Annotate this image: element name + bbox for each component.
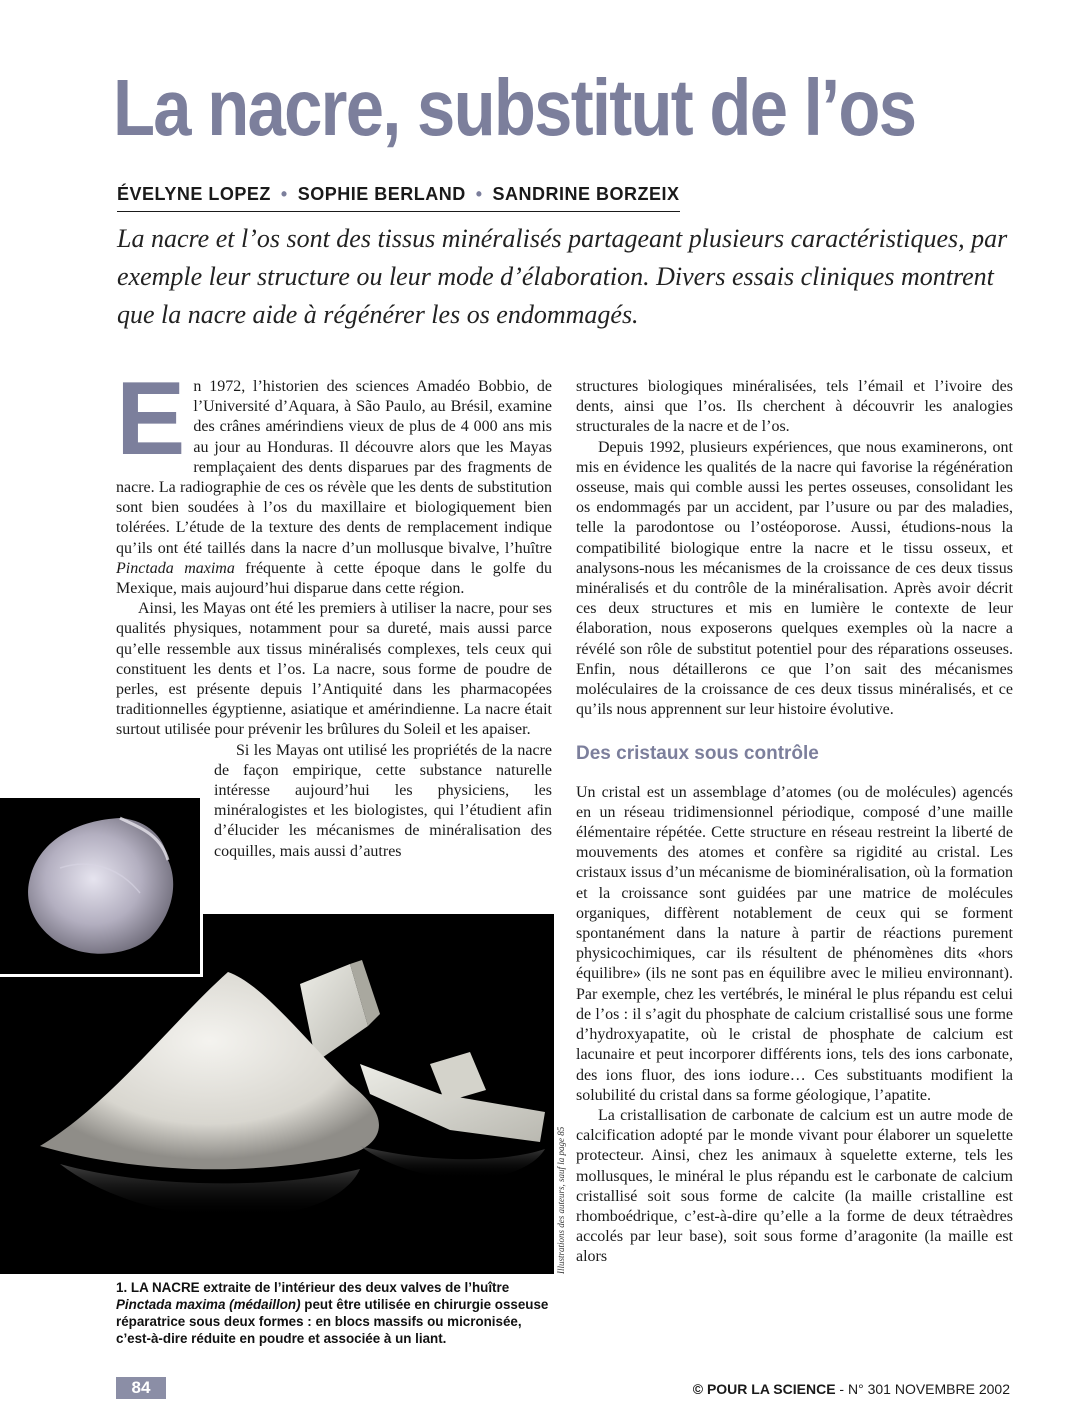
footer-issue: - N° 301 NOVEMBRE 2002 [835, 1381, 1010, 1397]
author-name: SOPHIE BERLAND [297, 184, 466, 204]
author-name: ÉVELYNE LOPEZ [117, 184, 271, 204]
footer-copyright: © POUR LA SCIENCE [692, 1381, 836, 1397]
shell-medallion [0, 798, 203, 977]
body-paragraph [116, 361, 553, 599]
author-separator: • [475, 184, 483, 204]
caption-label: 1. LA NACRE [116, 1280, 200, 1295]
body-paragraph: Ainsi, les Mayas ont été les premiers à utiliser la nacre, pour ses qualités physiques, notamment pour sa dureté, mais aussi parce qu’elle ressemble aux tissus minéralisés complexes, tels ceux qui constituent les dents et l’os. La nacre, sous forme de poudre de perles, est présente depuis l’Antiquité dans les pharmacopées traditionnelles égyptienne, asiatique et amérindienne. La nacre était surtout utilisée pour prévenir les brûlures du Soleil et les apaiser. [116, 600, 552, 739]
body-text: fréquente à cette époque dans le golfe du Mexique, mais aujourd’hui disparue dans cette région. [116, 559, 553, 598]
body-paragraph: Un cristal est un assemblage d’atomes (ou de molécules) agencés en un réseau tridimensionnel périodique, composé d’une maille élémentaire répétée. Cette structure en réseau restreint la liberté de mouvements des atomes et confère sa rigidité au cristal. Les cristaux issus d’un mécanisme de biominéralisation, où la formation et la croissance sont guidées par une matrice de molécules organiques, diffèrent notablement de ceux qui se forment spontanément dans la nature à partir de réactions purement physicochimiques, car ils résultent de phénomènes dits «hors équilibre» (ils ne sont pas en équilibre avec le milieu environnant). Par exemple, chez les vertébrés, le minéral le plus répandu est celui de l’os : il s’agit du phosphate de calcium cristallisé sous une forme d’hydroxyapatite, où le cristal de phosphate de calcium est lacunaire et peut incorporer différents ions, tels des ions carbonate, des ions fluor, des ions iodure… Ces substituants modifient la solubilité du cristal dans sa forme géologique, l’apatite. [576, 783, 1013, 1104]
article-title: La nacre, substitut de l’os [113, 63, 916, 152]
caption-italic: Pinctada maxima (médaillon) [116, 1297, 301, 1312]
lead-paragraph: La nacre et l’os sont des tissus minéralisés partageant plusieurs caractéristiques, par exemple leur structure ou leur mode d’élaboration. Divers essais cliniques montrent que la nacre aide à régénérer les os endommagés. [117, 224, 1008, 329]
caption-text: peut être utilisée en chirurgie osseuse réparatrice sous deux formes : en blocs massifs ou micronisée, c’est-à-dire réduite en poudre et associée à un liant. [116, 1297, 549, 1346]
figure-caption [116, 1279, 556, 1347]
author-name: SANDRINE BORZEIX [492, 184, 680, 204]
body-text: n 1972, l’historien des sciences Amadéo Bobbio, de l’Université d’Aquara, à São Paulo, au Brésil, examine des crânes amérindiens vieux de plus de 4 000 ans mis au jour au Honduras. Il découvre alors que les Mayas remplaçaient des dents disparues par des fragments de nacre. La radiographie de ces os révèle que les dents de substitution sont bien soudées à l’os du maxillaire et biologiquement bien tolérées. L’étude de la texture des dents de remplacement indique qu’ils ont été taillés dans la nacre d’un mollusque bivalve, l’huître [116, 378, 552, 557]
body-paragraph: Depuis 1992, plusieurs expériences, que nous examinerons, ont mis en évidence les qualités de la nacre qui favorise la régénération osseuse, mais qui comble aussi les pertes osseuses, consolidant les os endommagés par un accident, par l’usure ou par des maladies, telle la parodontose ou l’ostéoporose. Aussi, étudions-nous la compatibilité biologique entre la nacre et le tissu osseux, et analysons-nous les mécanismes de la croissance de ces deux tissus minéralisés et du contrôle de la minéralisation. Après avoir décrit ces deux structures et mis en lumière le contexte de leur élaboration, nous exposerons quelques exemples où la nacre a révélé son rôle de substitut potentiel pour des réparations osseuses. Enfin, nous détaillerons ce que l’on sait des mécanismes moléculaires de la croissance de ces deux tissus minéralisés, et ce qu’ils nous apprennent sur leur histoire évolutive. [576, 438, 1013, 719]
species-name: Pinctada maxima [116, 559, 235, 577]
footer-publication [693, 1381, 1010, 1397]
oyster-shell-image [0, 798, 200, 974]
body-paragraph: La cristallisation de carbonate de calcium est un autre mode de calcification adopté par le monde vivant pour élaborer un squelette protecteur. Ainsi, chez les animaux à squelette externe, tels les mollusques, le minéral le plus répandu est le carbonate de calcium cristallisé soit sous forme de calcite (la maille cristalline est rhomboédrique, c’est-à-dire qu’elle a la forme de deux tétraèdres accolés par leur base), soit sous forme d’aragonite (la maille est alors [576, 1106, 1013, 1266]
author-list [117, 184, 680, 212]
drop-cap: E [116, 361, 186, 477]
body-paragraph: Si les Mayas ont utilisé les propriétés de la nacre de façon empirique, cette substance naturelle intéresse aujourd’hui les physiciens, les minéralogistes et les biologistes, qui l’étudient afin d’élucider les mécanismes de minéralisation des coquilles, mais aussi d’autres [214, 741, 552, 860]
caption-text: extraite de l’intérieur des deux valves de l’huître [199, 1280, 510, 1295]
page-number: 84 [116, 1377, 166, 1399]
body-column-left [116, 361, 553, 862]
body-column-right [576, 377, 1013, 1268]
section-heading: Des cristaux sous contrôle [576, 743, 819, 765]
illustration-credit: Illustrations des auteurs, sauf la page 85 [556, 1126, 566, 1274]
body-paragraph: structures biologiques minéralisées, tels l’émail et l’ivoire des dents, ainsi que l’os. Ils cherchent à découvrir les analogies structurales de la nacre et de l’os. [576, 378, 1013, 436]
author-separator: • [280, 184, 288, 204]
